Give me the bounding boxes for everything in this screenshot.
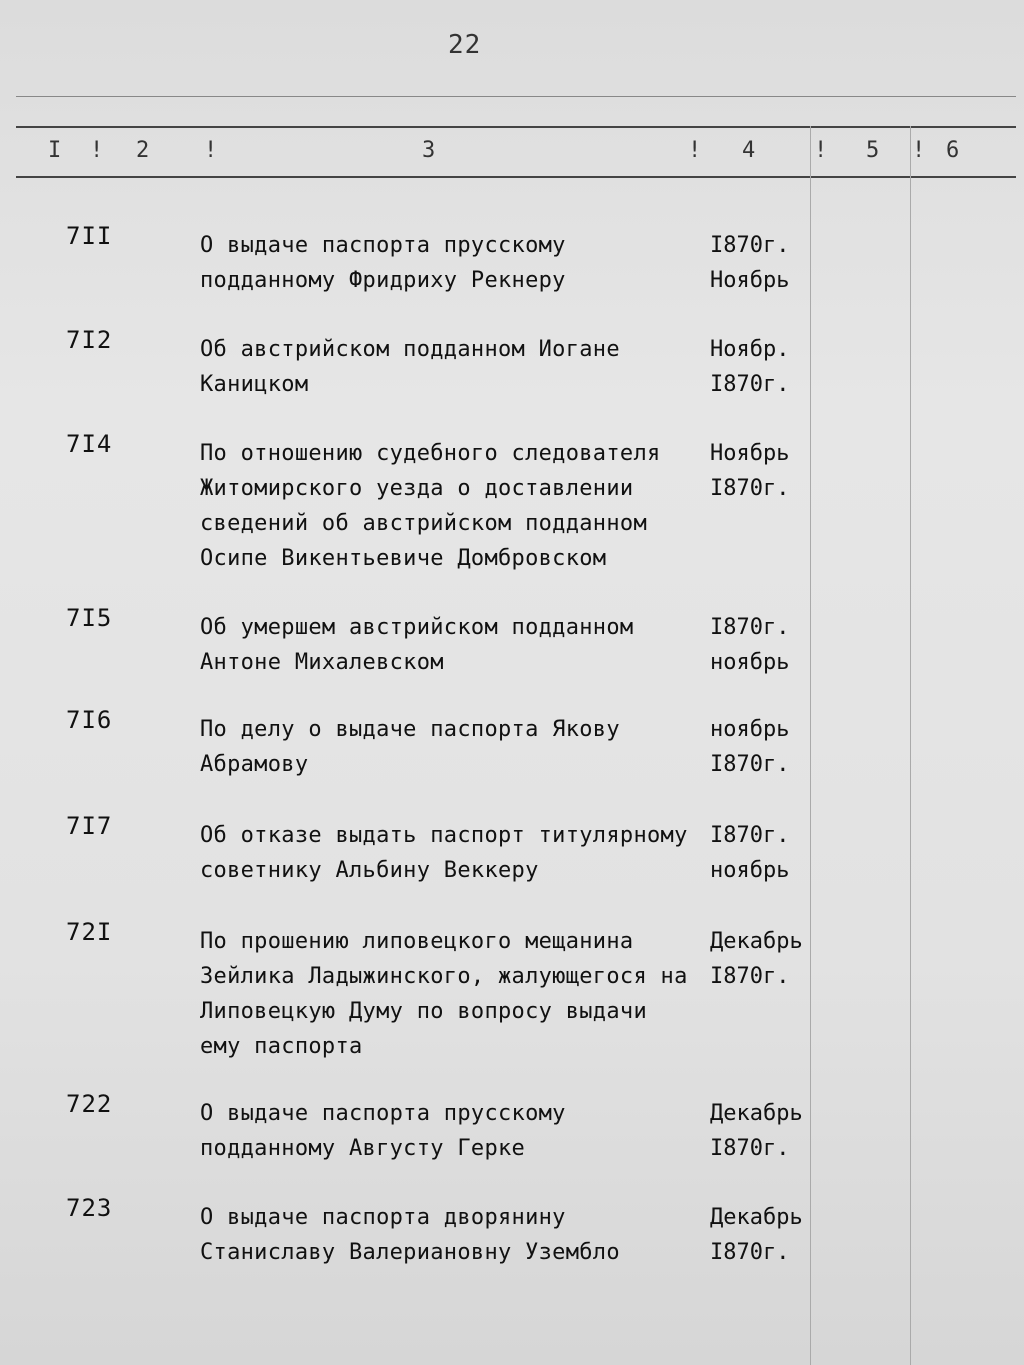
- entry-date: I870г. ноябрь: [710, 823, 790, 883]
- column-header-3: 3: [422, 138, 436, 163]
- column-header-1: I: [48, 138, 62, 163]
- header-bottom-rule: [16, 176, 1016, 178]
- entry-description: По прошению липовецкого мещанина Зейлика Ладыжинского, жалующегося на Липовецкую Думу по вопросу выдачи ему паспорта: [200, 929, 688, 1059]
- entry-date: Ноябрь I870г.: [710, 441, 790, 501]
- entry-number: 72I: [66, 918, 113, 946]
- header-top-rule: [16, 96, 1016, 97]
- entry-number: 7II: [66, 222, 113, 250]
- header-mid-rule: [16, 126, 1016, 128]
- entry-description: Об умершем австрийском подданном Антоне Михалевском: [200, 615, 634, 675]
- entry-number: 7I5: [66, 604, 113, 632]
- entry-description: О выдаче паспорта прусскому подданному Фридриху Рекнеру: [200, 233, 566, 293]
- entry-number: 7I2: [66, 326, 113, 354]
- entry-number: 722: [66, 1090, 113, 1118]
- column-header-2: 2: [136, 138, 150, 163]
- column-separator: !: [814, 138, 828, 163]
- column-separator: !: [204, 138, 218, 163]
- entry-description: По делу о выдаче паспорта Якову Абрамову: [200, 717, 620, 777]
- column-separator: !: [912, 138, 926, 163]
- entry-date: Декабрь I870г.: [710, 1205, 803, 1265]
- column-separator: !: [688, 138, 702, 163]
- entry-date: I870г. ноябрь: [710, 615, 790, 675]
- entry-date: I870г. Ноябрь: [710, 233, 790, 293]
- entry-number: 7I6: [66, 706, 113, 734]
- column-header-4: 4: [742, 138, 756, 163]
- column-header-5: 5: [866, 138, 880, 163]
- entry-description: Об отказе выдать паспорт титулярному советнику Альбину Веккеру: [200, 823, 688, 883]
- entry-date: Ноябр. I870г.: [710, 337, 790, 397]
- entry-number: 7I7: [66, 812, 113, 840]
- entry-number: 7I4: [66, 430, 113, 458]
- entry-number: 723: [66, 1194, 113, 1222]
- entry-description: О выдаче паспорта дворянину Станиславу Валериановну Узембло: [200, 1205, 620, 1265]
- entry-description: О выдаче паспорта прусскому подданному Августу Герке: [200, 1101, 566, 1161]
- entry-date: Декабрь I870г.: [710, 1101, 803, 1161]
- entry-date: Декабрь I870г.: [710, 929, 803, 989]
- page-number: 22: [448, 30, 482, 60]
- entry-description: Об австрийском подданном Иогане Каницком: [200, 337, 620, 397]
- column-header-6: 6: [946, 138, 960, 163]
- entry-date: ноябрь I870г.: [710, 717, 790, 777]
- entry-description: По отношению судебного следователя Житомирского уезда о доставлении сведений об австрийском подданном Осипе Викентьевиче Домбровском: [200, 441, 661, 571]
- column-divider: [910, 126, 911, 1365]
- column-separator: !: [90, 138, 104, 163]
